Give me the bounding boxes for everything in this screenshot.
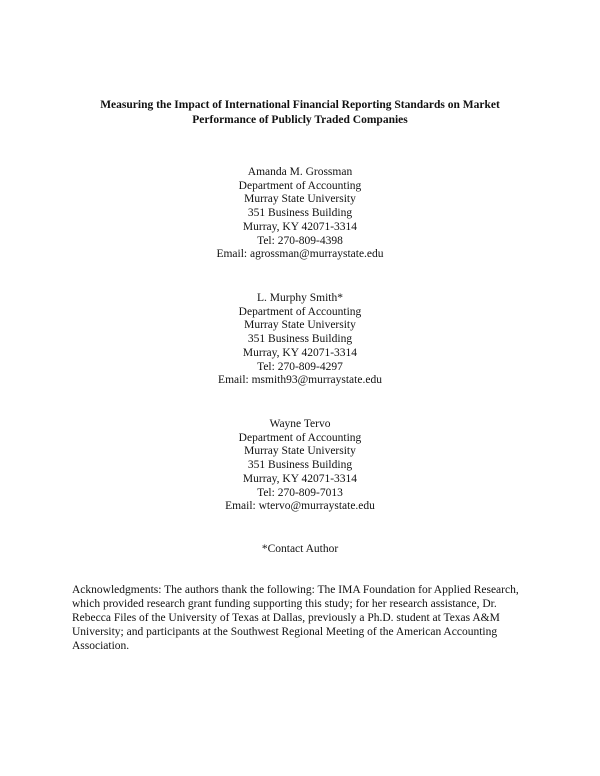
acknowledgments-line: which provided research grant funding supporting this study; for her research assistance, Dr. <box>72 598 497 610</box>
author-city: Murray, KY 42071-3314 <box>242 346 358 359</box>
paper-title <box>60 98 540 128</box>
author-department: Department of Accounting <box>238 305 362 318</box>
acknowledgments-line: Association. <box>72 640 130 652</box>
author-department: Department of Accounting <box>238 179 362 192</box>
author-university: Murray State University <box>244 445 356 458</box>
acknowledgments-line: University; and participants at the Southwest Regional Meeting of the American Accounting <box>72 626 498 638</box>
acknowledgments-paragraph <box>72 583 542 653</box>
author-city: Murray, KY 42071-3314 <box>242 472 358 485</box>
author-name: Amanda M. Grossman <box>247 166 353 178</box>
author-department: Department of Accounting <box>238 431 362 444</box>
author-email: Email: wtervo@murraystate.edu <box>225 500 375 513</box>
author-building: 351 Business Building <box>247 333 353 346</box>
author-email: Email: agrossman@murraystate.edu <box>216 248 384 261</box>
author-tel: Tel: 270-809-4398 <box>257 234 343 247</box>
author-university: Murray State University <box>244 319 356 332</box>
author-city: Murray, KY 42071-3314 <box>242 220 358 233</box>
author-building: 351 Business Building <box>247 459 353 472</box>
contact-author-note: *Contact Author <box>261 543 339 555</box>
author-block-grossman <box>150 166 450 262</box>
author-block-smith <box>150 292 450 388</box>
author-name: L. Murphy Smith* <box>257 292 343 304</box>
acknowledgments-line: Acknowledgments: The authors thank the following: The IMA Foundation for Applied Research, <box>72 584 519 596</box>
author-email: Email: msmith93@murraystate.edu <box>218 374 382 387</box>
acknowledgments-line: Rebecca Files of the University of Texas at Dallas, previously a Ph.D. student at Texas A&M <box>72 612 500 624</box>
author-tel: Tel: 270-809-7013 <box>257 486 343 499</box>
author-tel: Tel: 270-809-4297 <box>257 360 343 373</box>
author-university: Murray State University <box>244 193 356 206</box>
title-line-1: Measuring the Impact of International Financial Reporting Standards on Market <box>100 99 500 111</box>
title-line-2: Performance of Publicly Traded Companies <box>192 114 408 126</box>
author-building: 351 Business Building <box>247 207 353 220</box>
author-name: Wayne Tervo <box>269 418 331 430</box>
author-block-tervo <box>150 418 450 514</box>
